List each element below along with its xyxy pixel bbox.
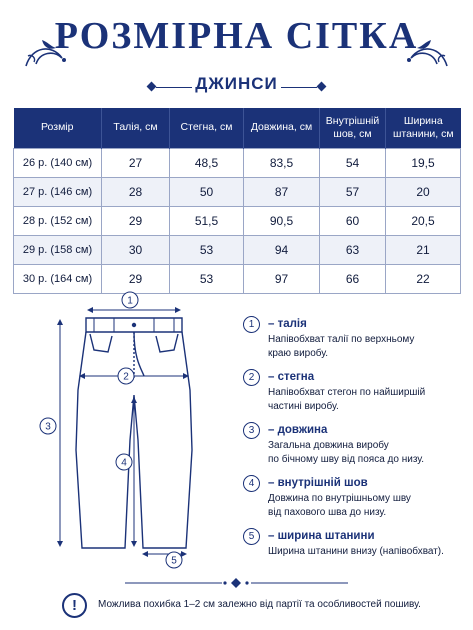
table-row	[14, 148, 461, 177]
note-text: Можлива похибка 1–2 см залежно від партії та особливостей пошиву.	[98, 599, 421, 610]
table-cell: 51,5	[170, 206, 244, 235]
table-cell: 29	[102, 206, 170, 235]
legend-number-badge: 5	[243, 528, 260, 545]
diagram-marker-3: 3	[45, 421, 51, 433]
table-cell: 87	[244, 177, 320, 206]
legend-number-badge: 2	[243, 369, 260, 386]
table-cell: 83,5	[244, 148, 320, 177]
legend-item	[243, 422, 468, 467]
table-cell: 19,5	[386, 148, 461, 177]
table-cell: 29	[102, 264, 170, 293]
table-cell: 22	[386, 264, 461, 293]
header	[0, 0, 473, 108]
legend-description: краю виробу.	[268, 348, 329, 359]
table-cell: 63	[320, 235, 386, 264]
legend-description: частині виробу.	[268, 401, 339, 412]
legend-number-badge: 4	[243, 475, 260, 492]
column-header	[386, 108, 461, 148]
table-cell: 21	[386, 235, 461, 264]
legend-number-badge: 3	[243, 422, 260, 439]
legend-item	[243, 475, 468, 520]
column-header-label: Розмір	[41, 121, 74, 134]
bottom-divider	[0, 576, 473, 590]
column-header-label: Талія, см	[113, 121, 158, 134]
table-cell: 30	[102, 235, 170, 264]
size-table	[13, 108, 460, 294]
legend-description: Ширина штанини внизу (напівобхват).	[268, 546, 444, 557]
column-header	[244, 108, 320, 148]
legend-description: від пахового шва до низу.	[268, 507, 387, 518]
table-cell: 20,5	[386, 206, 461, 235]
page-title: РОЗМІРНА СІТКА	[54, 15, 419, 57]
legend-title: – стегна	[268, 371, 315, 383]
table-row	[14, 235, 461, 264]
diagram-marker-5: 5	[171, 555, 177, 567]
table-row	[14, 264, 461, 293]
legend-title: – довжина	[268, 424, 328, 436]
table-cell: 20	[386, 177, 461, 206]
divider-line-right	[281, 87, 317, 88]
legend-title: – внутрішній шов	[268, 477, 368, 489]
measurement-legend	[243, 316, 468, 567]
table-cell: 94	[244, 235, 320, 264]
table-body	[14, 148, 461, 293]
table-cell: 60	[320, 206, 386, 235]
table-cell: 29 р. (158 см)	[14, 235, 102, 264]
legend-number-badge: 1	[243, 316, 260, 333]
legend-description: Напівобхват талії по верхньому	[268, 334, 415, 345]
table-cell: 53	[170, 235, 244, 264]
table-cell: 30 р. (164 см)	[14, 264, 102, 293]
column-header	[320, 108, 386, 148]
column-header-label: штанини, см	[392, 127, 454, 140]
table-cell: 66	[320, 264, 386, 293]
table-cell: 28	[102, 177, 170, 206]
column-header	[102, 108, 170, 148]
legend-description: по бічному шву від пояса до низу.	[268, 454, 425, 465]
table-cell: 57	[320, 177, 386, 206]
legend-item	[243, 369, 468, 414]
legend-item	[243, 316, 468, 361]
table-cell: 28 р. (152 см)	[14, 206, 102, 235]
exclamation-icon: !	[62, 593, 87, 618]
table-cell: 27	[102, 148, 170, 177]
note	[62, 591, 467, 627]
table-row	[14, 177, 461, 206]
column-header-label: Внутрішній	[325, 115, 380, 128]
table-cell: 26 р. (140 см)	[14, 148, 102, 177]
page-subtitle: ДЖИНСИ	[195, 74, 278, 93]
table-cell: 27 р. (146 см)	[14, 177, 102, 206]
table-cell: 50	[170, 177, 244, 206]
column-header	[14, 108, 102, 148]
legend-description: Напівобхват стегон по найширшій	[268, 387, 426, 398]
diagram-marker-4: 4	[121, 457, 127, 469]
column-header-label: Ширина	[403, 115, 443, 128]
table-cell: 97	[244, 264, 320, 293]
legend-title: – ширина штанини	[268, 530, 375, 542]
legend-item	[243, 528, 468, 559]
table-cell: 90,5	[244, 206, 320, 235]
table-cell: 54	[320, 148, 386, 177]
column-header-label: Довжина, см	[250, 121, 313, 134]
column-header-label: шов, см	[333, 127, 372, 140]
table-cell: 48,5	[170, 148, 244, 177]
legend-title: – талія	[268, 318, 307, 330]
diagram-marker-1: 1	[127, 295, 133, 307]
table-cell: 53	[170, 264, 244, 293]
legend-description: Довжина по внутрішньому шву	[268, 493, 411, 504]
diagram-marker-2: 2	[123, 371, 129, 383]
column-header	[170, 108, 244, 148]
table-header-row	[14, 108, 461, 148]
legend-description: Загальна довжина виробу	[268, 440, 389, 451]
jeans-diagram	[30, 290, 240, 585]
table-row	[14, 206, 461, 235]
column-header-label: Стегна, см	[180, 121, 233, 134]
jeans-button-icon	[132, 323, 136, 327]
